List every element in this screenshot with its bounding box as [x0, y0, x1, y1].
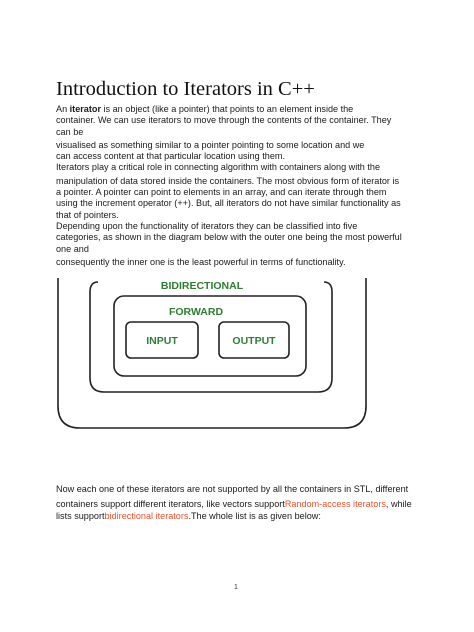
categories-paragraph	[56, 221, 402, 268]
intro-line: Iterators play a critical role in connecting algorithm with containers along with the	[56, 162, 381, 173]
categories-line: consequently the inner one is the least powerful in terms of functionality.	[56, 256, 346, 267]
intro-line: manipulation of data stored inside the containers. The most obvious form of iterator is	[56, 175, 400, 186]
intro-line: using the increment operator (++). But, all iterators do not have similar functionality as	[56, 198, 401, 209]
random-access-box	[58, 278, 366, 428]
bidirectional-label: BIDIRECTIONAL	[160, 280, 244, 292]
intro-line-1: An iterator is an object (like a pointer) that points to an element inside the	[56, 104, 354, 114]
output-label: OUTPUT	[232, 335, 276, 347]
support-paragraph	[56, 484, 412, 522]
support-line-2: containers support different iterators, like vectors supportRandom-access iterators, while	[56, 499, 412, 510]
iterator-term: iterator	[69, 104, 101, 114]
input-label: INPUT	[146, 335, 178, 347]
intro-line: that of pointers.	[56, 209, 119, 220]
forward-label: FORWARD	[168, 306, 224, 318]
intro-line: can be	[56, 126, 84, 137]
intro-line: visualised as something similar to a pointer pointing to some location and we	[56, 139, 365, 150]
support-line-3: lists supportbidirectional iterators.The whole list is as given below:	[56, 510, 321, 521]
categories-line: Depending upon the functionality of iterators they can be classified into five	[56, 221, 358, 231]
intro-line: can access content at that particular location using them.	[56, 151, 285, 162]
page-title: Introduction to Iterators in C++	[56, 78, 315, 100]
intro-line: a pointer. A pointer can point to elements in an array, and can iterate through them	[56, 187, 387, 198]
intro-paragraph	[56, 104, 401, 221]
bidirectional-iterators-link[interactable]: bidirectional iterators	[104, 510, 189, 521]
categories-line: categories, as shown in the diagram below with the outer one being the most powerful	[56, 232, 402, 243]
support-line-1: Now each one of these iterators are not supported by all the containers in STL, different	[56, 484, 409, 494]
page-number: 1	[234, 584, 238, 591]
categories-line: one and	[56, 243, 89, 254]
iterator-hierarchy-diagram	[52, 278, 372, 430]
random-access-iterators-link[interactable]: Random-access iterators	[284, 499, 386, 510]
intro-line: container. We can use iterators to move through the contents of the container. They	[56, 115, 392, 126]
